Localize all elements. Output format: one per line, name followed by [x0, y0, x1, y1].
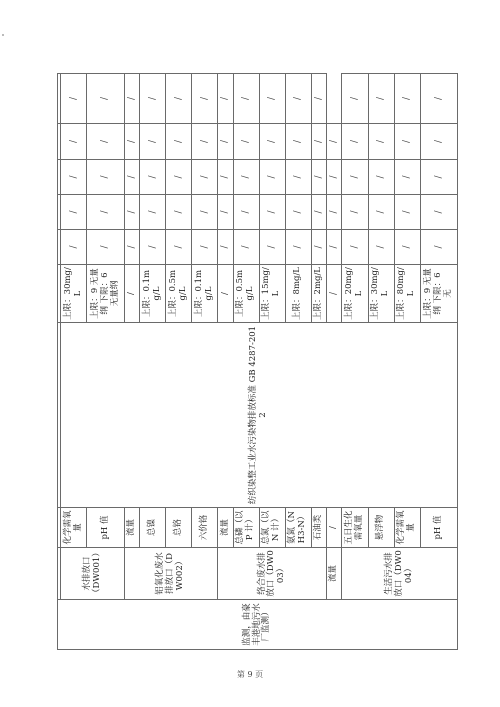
slash-cell: / — [124, 230, 139, 265]
slash-cell: / — [166, 195, 192, 230]
slash-cell: / — [259, 195, 285, 230]
slash-cell: / — [368, 124, 394, 160]
slash-cell: / — [233, 160, 259, 195]
pollutant-cell: 总氮（以 N 计） — [259, 508, 285, 548]
slash-cell: / — [420, 230, 457, 265]
slash-cell: / — [420, 160, 457, 195]
scan-mark — [2, 34, 4, 36]
slash-cell: / — [140, 124, 166, 160]
monitoring-note-cell: 监测，由豪丰港地污水厂监测） — [58, 600, 458, 650]
slash-cell: / — [420, 124, 457, 160]
pollutant-cell: pH 值 — [87, 508, 124, 548]
slash-cell: / — [368, 230, 394, 265]
pollutant-cell: 石油类 — [311, 508, 326, 548]
limit-cell: / — [124, 265, 139, 323]
limit-cell: 上限：0.5mg/L — [233, 265, 259, 323]
page-number: 第 9 页 — [236, 670, 264, 679]
slash-cell: / — [368, 160, 394, 195]
slash-cell: / — [218, 230, 233, 265]
slash-cell: / — [233, 230, 259, 265]
slash-cell: / — [259, 74, 285, 124]
outlet-cell: 络合废水排放口（DW003） — [218, 548, 327, 600]
table-body — [58, 22, 458, 650]
limit-cell: 上限：0.5mg/L — [166, 265, 192, 323]
limit-cell: 上限：8mg/L — [285, 265, 311, 323]
pollutant-cell: 化学需氧量 — [61, 508, 87, 548]
slash-cell: / — [394, 195, 420, 230]
slash-cell: / — [87, 124, 124, 160]
limit-cell: / — [327, 508, 342, 548]
limit-cell: / — [218, 265, 233, 323]
slash-cell: / — [233, 195, 259, 230]
slash-cell: / — [259, 230, 285, 265]
limit-cell: 上限：2mg/L — [311, 265, 326, 323]
limit-cell: 上限：9 无量纲 下限：6 无 — [420, 265, 457, 323]
slash-cell: / — [394, 160, 420, 195]
pollutant-cell: 化学需氧量 — [394, 508, 420, 548]
slash-cell: / — [61, 124, 87, 160]
pollutant-cell: 五日生化需氧量 — [342, 508, 368, 548]
slash-cell: / — [140, 230, 166, 265]
slash-cell: / — [259, 124, 285, 160]
slash-cell: / — [140, 160, 166, 195]
slash-cell: / — [394, 230, 420, 265]
monitoring-table — [57, 21, 458, 650]
slash-cell: / — [140, 195, 166, 230]
slash-cell: / — [218, 124, 233, 160]
limit-cell: 上限：15mg/L — [259, 265, 285, 323]
limit-cell: 上限：30mg/L — [368, 265, 394, 323]
slash-cell: / — [124, 160, 139, 195]
slash-cell: / — [420, 195, 457, 230]
slash-cell: / — [61, 195, 87, 230]
outlet-cell: 水排放口（DW001） — [61, 548, 124, 600]
pollutant-cell: 总铬 — [166, 508, 192, 548]
slash-cell: / — [61, 74, 87, 124]
slash-cell: / — [311, 230, 326, 265]
slash-cell: / — [87, 160, 124, 195]
slash-cell: / — [368, 195, 394, 230]
slash-cell: / — [192, 74, 218, 124]
slash-cell: / — [166, 160, 192, 195]
slash-cell: / — [87, 74, 124, 124]
slash-cell: / — [342, 230, 368, 265]
slash-cell: / — [285, 74, 311, 124]
pollutant-cell: 总镍 — [140, 508, 166, 548]
slash-cell: / — [342, 74, 368, 124]
pollutant-cell: 流量 — [124, 508, 139, 548]
slash-cell: / — [342, 124, 368, 160]
slash-cell: / — [140, 74, 166, 124]
limit-cell: 上限：80mg/L — [394, 265, 420, 323]
pollutant-cell: 悬浮物 — [368, 508, 394, 548]
limit-cell: 上限：0.1mg/L — [192, 265, 218, 323]
slash-cell: / — [166, 124, 192, 160]
pollutant-cell: 流量 — [218, 508, 233, 548]
slash-cell: / — [368, 74, 394, 124]
pollutant-cell: 总磷（以 P 计） — [233, 508, 259, 548]
outlet-cell: 生活污水排放口（DW004） — [342, 548, 458, 600]
slash-cell: / — [327, 230, 342, 265]
slash-cell: / — [218, 74, 233, 124]
slash-cell: / — [311, 74, 326, 124]
slash-cell: / — [192, 124, 218, 160]
limit-cell: 上限：9 无量纲 下限：6 无量纲 — [87, 265, 124, 323]
slash-cell: / — [124, 74, 139, 124]
slash-cell: / — [233, 74, 259, 124]
slash-cell: / — [327, 265, 342, 323]
slash-cell: / — [192, 160, 218, 195]
pollutant-cell: 氨氮（NH3-N） — [285, 508, 311, 548]
slash-cell: / — [327, 160, 342, 195]
slash-cell: / — [420, 74, 457, 124]
slash-cell: / — [327, 124, 342, 160]
outlet-cell: 铝氧化废水排放口（DW002） — [124, 548, 217, 600]
slash-cell: / — [285, 195, 311, 230]
table-row — [61, 22, 87, 650]
slash-cell: / — [124, 195, 139, 230]
slash-cell: / — [192, 195, 218, 230]
pollutant-cell: 流量 — [327, 548, 342, 600]
slash-cell: / — [311, 124, 326, 160]
limit-cell: 上限：20mg/L — [342, 265, 368, 323]
slash-cell: / — [124, 124, 139, 160]
slash-cell: / — [166, 74, 192, 124]
slash-cell: / — [166, 230, 192, 265]
rotated-table — [57, 22, 458, 650]
slash-cell: / — [61, 230, 87, 265]
slash-cell: / — [311, 195, 326, 230]
slash-cell: / — [394, 74, 420, 124]
slash-cell: / — [192, 230, 218, 265]
slash-cell: / — [311, 160, 326, 195]
slash-cell: / — [285, 230, 311, 265]
slash-cell: / — [218, 160, 233, 195]
limit-cell: 上限：30mg/L — [61, 265, 87, 323]
slash-cell: / — [285, 160, 311, 195]
slash-cell: / — [394, 124, 420, 160]
slash-cell: / — [87, 230, 124, 265]
slash-cell: / — [259, 160, 285, 195]
slash-cell: / — [218, 195, 233, 230]
slash-cell: / — [87, 195, 124, 230]
slash-cell: / — [327, 195, 342, 230]
pollutant-cell: pH 值 — [420, 508, 457, 548]
slash-cell: / — [233, 124, 259, 160]
slash-cell: / — [61, 160, 87, 195]
slash-cell: / — [342, 160, 368, 195]
pollutant-cell: 六价铬 — [192, 508, 218, 548]
slash-cell: / — [285, 124, 311, 160]
standard-cell: 纺织染整工业水污染物排放标准 GB 4287-2012 — [61, 323, 458, 508]
limit-cell: 上限：0.1mg/L — [140, 265, 166, 323]
slash-cell: / — [342, 195, 368, 230]
